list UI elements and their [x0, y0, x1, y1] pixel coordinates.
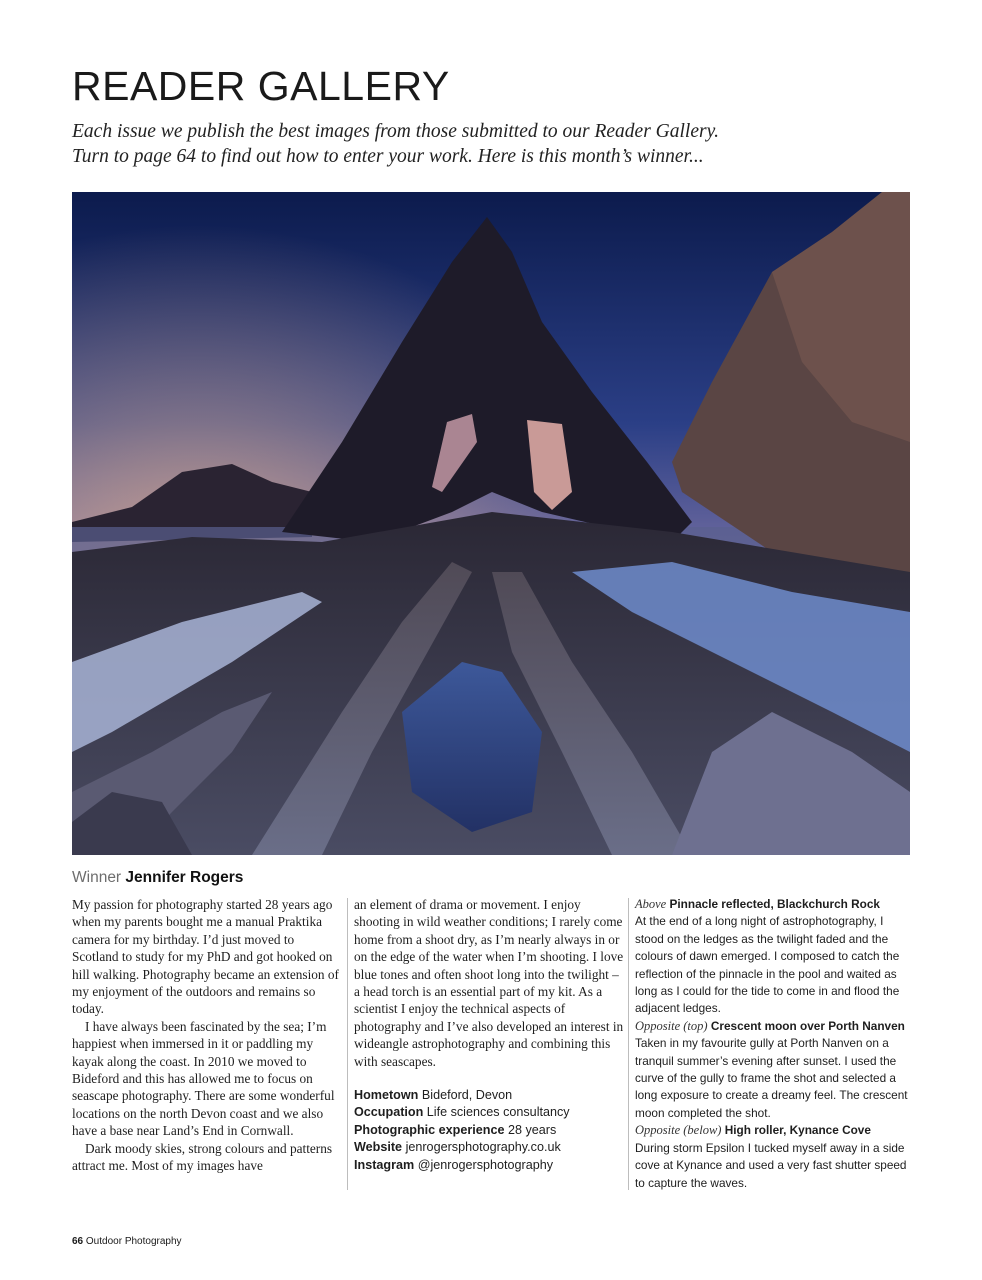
- article-paragraph: Dark moody skies, strong colours and patterns attract me. Most of my images have: [72, 1140, 333, 1174]
- caption-heading: [635, 896, 913, 913]
- caption: [635, 1018, 913, 1122]
- caption-position: Opposite (top): [635, 1018, 708, 1033]
- intro-line-1: Each issue we publish the best images from those submitted to our Reader Gallery.: [72, 121, 720, 142]
- fact-label: Occupation: [354, 1105, 424, 1120]
- article-column-2: [354, 896, 624, 1174]
- caption-title: High roller, Kynance Cove: [724, 1123, 871, 1138]
- caption-position: Opposite (below): [635, 1123, 722, 1138]
- article-paragraph: My passion for photography started 28 years ago when my parents bought me a manual Praktika camera for my birthday. I’d just moved to Scotland to study for my PhD and got hooked on hill walking. Photography became an extension of my enjoyment of the outdoors and remains so today.: [72, 897, 339, 1017]
- article-column-1: [72, 896, 340, 1175]
- fact-value: 28 years: [507, 1122, 557, 1137]
- column-divider: [347, 898, 348, 1190]
- column-divider: [628, 898, 629, 1190]
- fact-website: [354, 1139, 624, 1156]
- magazine-name: Outdoor Photography: [85, 1236, 182, 1247]
- caption-title: Crescent moon over Porth Nanven: [710, 1018, 905, 1033]
- winner-name: Jennifer Rogers: [125, 869, 244, 886]
- page-number: 66: [72, 1236, 84, 1247]
- fact-occupation: [354, 1104, 624, 1121]
- caption-heading: [635, 1122, 913, 1139]
- fact-experience: [354, 1122, 624, 1139]
- fact-instagram: [354, 1157, 624, 1174]
- caption-title: Pinnacle reflected, Blackchurch Rock: [669, 897, 880, 911]
- caption-text: During storm Epsilon I tucked myself away in a side cove at Kynance and used a very fast shutter speed to capture the waves.: [635, 1140, 907, 1190]
- caption: [635, 1122, 913, 1192]
- fact-value: Bideford, Devon: [421, 1088, 513, 1103]
- caption-text: Taken in my favourite gully at Porth Nanven on a tranquil summer’s evening after sunset. I used the curve of the gully to frame the shot and selected a long exposure to create a dreamy feel. The crescent moon completed the shot.: [635, 1036, 908, 1120]
- caption-text: At the end of a long night of astrophotography, I stood on the ledges as the twilight faded and the colours of dawn emerged. I composed to catch the reflection of the pinnacle in the pool and waited as long as I could for the tide to come in and flood the adjacent ledges.: [635, 914, 900, 1016]
- intro-text: [72, 119, 792, 169]
- intro-line-2: Turn to page 64 to find out how to enter your work. Here is this month’s winner...: [72, 146, 704, 167]
- winning-photograph: [72, 192, 910, 855]
- captions-column: [635, 896, 913, 1192]
- fact-label: Hometown: [354, 1088, 419, 1103]
- page-footer: [72, 1236, 182, 1247]
- fact-value: Life sciences consultancy: [426, 1105, 570, 1120]
- instagram-handle[interactable]: @jenrogersphotography: [417, 1157, 554, 1172]
- page-title: READER GALLERY: [72, 63, 450, 109]
- fact-label: Instagram: [354, 1157, 415, 1172]
- website-link[interactable]: jenrogersphotography.co.uk: [405, 1140, 561, 1155]
- caption-position: Above: [635, 897, 667, 911]
- fact-hometown: [354, 1087, 624, 1104]
- photographer-facts: [354, 1087, 624, 1174]
- article-paragraph: an element of drama or movement. I enjoy shooting in wild weather conditions; I rarely come home from a shoot dry, as I’m nearly always in or on the edge of the water when I’m shooting. I love blue tones and often shoot long into the twilight – a head torch is an essential part of my kit. As a scientist I enjoy the technical aspects of photography and I’ve also developed an interest in wideangle astrophotography and combining this with seascapes.: [354, 897, 624, 1069]
- winner-credit: [72, 868, 243, 888]
- fact-label: Photographic experience: [354, 1122, 505, 1137]
- fact-label: Website: [354, 1140, 403, 1155]
- winner-label: Winner: [72, 869, 122, 886]
- caption: [635, 896, 913, 1018]
- caption-heading: [635, 1018, 913, 1035]
- article-paragraph: I have always been fascinated by the sea; I’m happiest when immersed in it or paddling my kayak along the coast. In 2010 we moved to Bideford and this has allowed me to focus on seascape photography. There are some wonderful locations on the north Devon coast and we also have a base near Land’s End in Cornwall.: [72, 1018, 335, 1139]
